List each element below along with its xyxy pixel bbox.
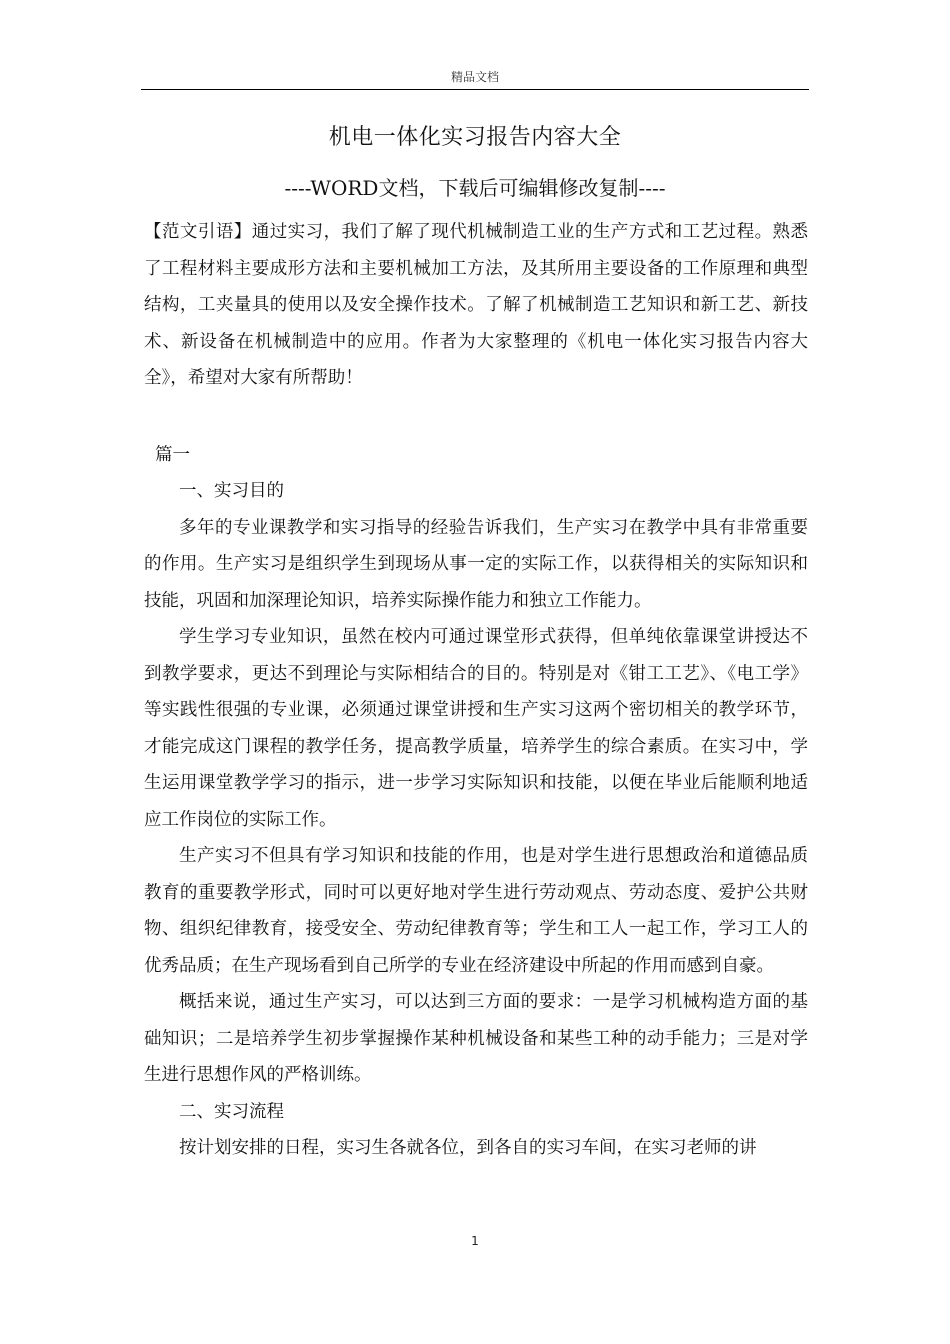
body-paragraph: 多年的专业课教学和实习指导的经验告诉我们，生产实习在教学中具有非常重要的作用。生产实习是组织学生到现场从事一定的实际工作，以获得相关的实际知识和技能，巩固和加深理论知识，培养实际操作能力和独立工作能力。 — [144, 517, 808, 611]
document-body — [144, 214, 808, 1167]
section-heading-2: 二、实习流程 — [179, 1101, 284, 1122]
document-subtitle: ----WORD文档，下载后可编辑修改复制---- — [284, 176, 666, 200]
page-number: 1 — [471, 1234, 479, 1248]
document-title: 机电一体化实习报告内容大全 — [328, 125, 622, 150]
body-paragraph: 生产实习不但具有学习知识和技能的作用，也是对学生进行思想政治和道德品质教育的重要教学形式，同时可以更好地对学生进行劳动观点、劳动态度、爱护公共财物、组织纪律教育，接受安全、劳动纪律教育等；学生和工人一起工作，学习工人的优秀品质；在生产现场看到自己所学的专业在经济建设中所起的作用而感到自豪。 — [144, 846, 808, 976]
body-paragraph: 学生学习专业知识，虽然在校内可通过课堂形式获得，但单纯依靠课堂讲授达不到教学要求，更达不到理论与实际相结合的目的。特别是对《钳工工艺》、《电工学》等实践性很强的专业课，必须通过课堂讲授和生产实习这两个密切相关的教学环节，才能完成这门课程的教学任务，提高教学质量，培养学生的综合素质。在实习中，学生运用课堂教学学习的指示，进一步学习实际知识和技能，以便在毕业后能顺利地适应工作岗位的实际工作。 — [144, 627, 808, 830]
intro-paragraph: 【范文引语】通过实习，我们了解了现代机械制造工业的生产方式和工艺过程。熟悉了工程材料主要成形方法和主要机械加工方法，及其所用主要设备的工作原理和典型结构，工夹量具的使用以及安全操作技术。了解了机械制造工艺知识和新工艺、新技术、新设备在机械制造中的应用。作者为大家整理的《机电一体化实习报告内容大全》，希望对大家有所帮助！ — [144, 222, 808, 388]
body-paragraph: 概括来说，通过生产实习，可以达到三方面的要求：一是学习机械构造方面的基础知识；二是培养学生初步掌握操作某种机械设备和某些工种的动手能力；三是对学生进行思想作风的严格训练。 — [144, 992, 808, 1085]
header-divider — [141, 89, 809, 90]
section-heading-1: 一、实习目的 — [179, 481, 284, 501]
header-label: 精品文档 — [450, 70, 499, 84]
paragraph-spacer — [144, 397, 808, 437]
body-paragraph-continued: 按计划安排的日程，实习生各就各位，到各自的实习车间，在实习老师的讲 — [179, 1138, 757, 1158]
part-label: 篇一 — [155, 444, 190, 465]
